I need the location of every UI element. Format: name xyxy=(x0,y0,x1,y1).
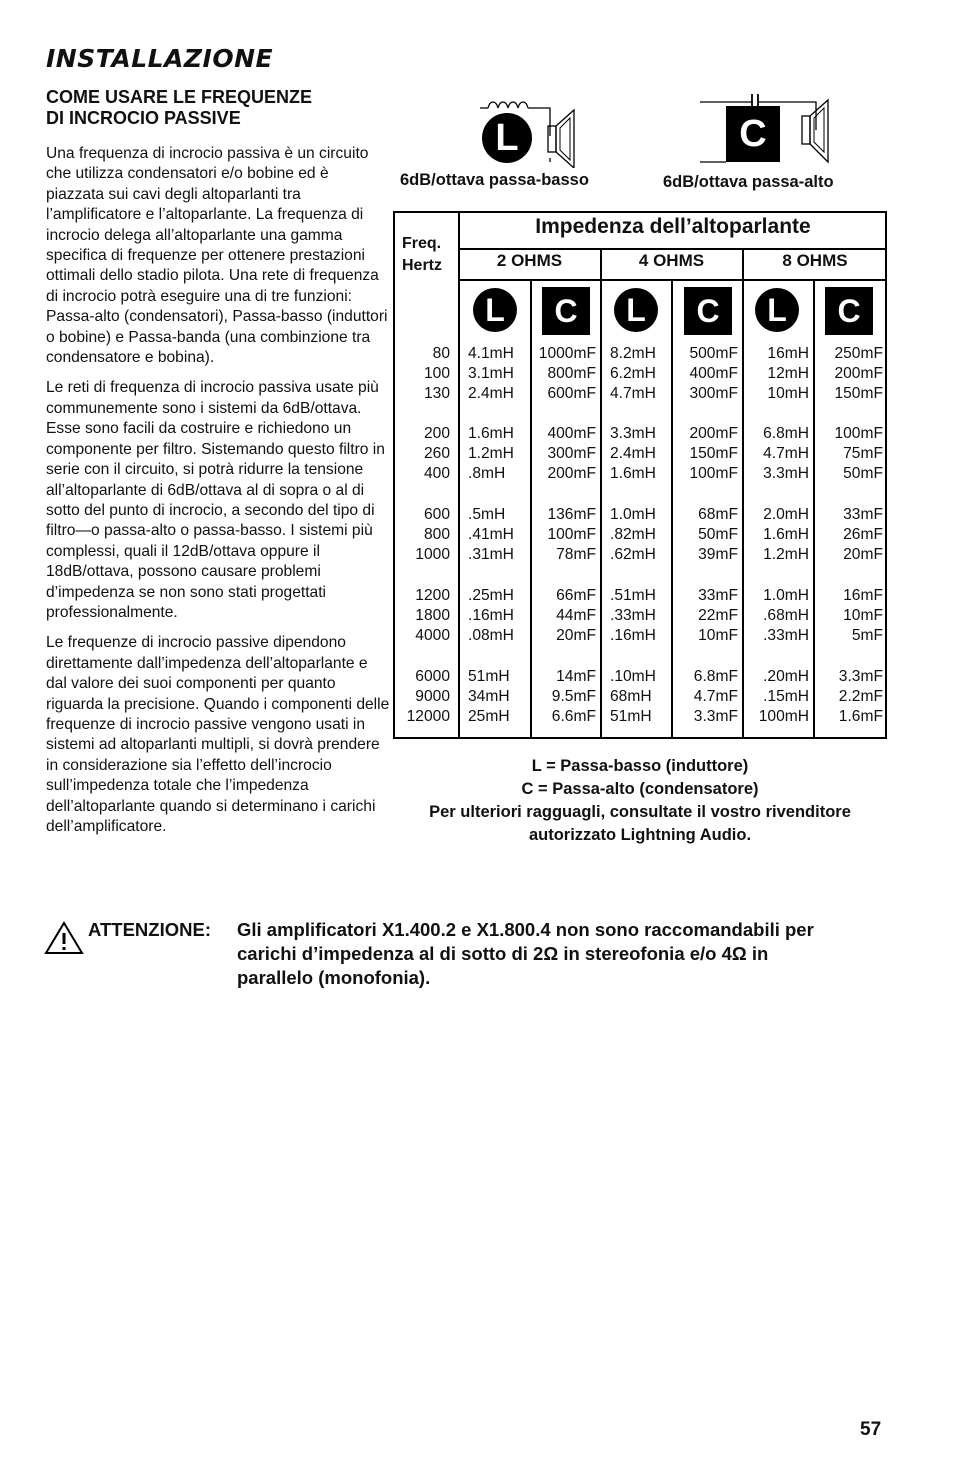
table-cell: .33mH xyxy=(763,627,809,645)
inductor-badge-icon: L xyxy=(755,288,799,332)
freq-group xyxy=(395,667,450,728)
table-cell: 100mF xyxy=(689,465,738,483)
table-column-group xyxy=(745,667,809,728)
freq-value: 12000 xyxy=(406,708,450,726)
table-cell: 4.7mF xyxy=(693,688,738,706)
hertz-label: Hertz xyxy=(402,257,443,274)
table-column-group xyxy=(461,505,526,566)
freq-group xyxy=(395,424,450,485)
table-cell: 9.5mF xyxy=(551,688,596,706)
table-cell: 250mF xyxy=(834,345,883,362)
table-cell: 1000mF xyxy=(538,345,596,362)
table-column-group xyxy=(603,344,667,405)
table-cell: 4.7mH xyxy=(763,445,809,463)
table-column-group xyxy=(816,344,883,405)
table-column-group xyxy=(816,667,883,728)
table-cell: 1.2mH xyxy=(763,546,809,564)
table-cell: 800mF xyxy=(547,365,596,383)
table-cell: 150mF xyxy=(689,445,738,463)
impedance-header: Impedenza dell’altoparlante xyxy=(535,215,811,238)
section-title: INSTALLAZIONE xyxy=(46,44,274,73)
legend-line: Per ulteriori ragguagli, consultate il vostro rivenditore xyxy=(429,803,851,821)
table-cell: 10mF xyxy=(698,627,738,645)
table-cell: 4.7mH xyxy=(610,385,656,403)
table-cell: 200mF xyxy=(689,425,738,442)
freq-label: Freq. xyxy=(402,235,442,252)
table-cell: .33mH xyxy=(610,607,656,625)
table-cell: 200mF xyxy=(547,465,596,483)
table-cell: 44mF xyxy=(556,607,596,625)
table-cell: 39mF xyxy=(698,546,738,564)
table-column-group xyxy=(745,586,809,647)
warning-line: parallelo (monofonia). xyxy=(237,967,431,988)
body-text xyxy=(46,144,391,847)
table-column-group xyxy=(674,424,738,485)
table-cell: 100mF xyxy=(547,526,596,544)
table-cell: 3.3mF xyxy=(693,708,738,726)
table-cell: 3.1mH xyxy=(468,365,514,383)
paragraph: Le frequenze di incrocio passive dipendono direttamente dall’impedenza dell’altoparlante e dal valore dei suoi componenti per quanto riguarda la precisione. Quando i componenti delle frequenze di incrocio passive vengono usati in sistemi ad altoparlanti multipli, si dovrà prendere in considerazione sia l’effetto dell’incrocio sull’impedenza totale che l’impedenza dell’altoparlante quando si determinano i carichi dell’amplificatore. xyxy=(46,634,390,835)
table-cell: 400mF xyxy=(547,425,596,442)
table-cell: 16mH xyxy=(767,345,809,362)
table-column-group xyxy=(461,344,526,405)
table-cell: 34mH xyxy=(468,688,510,706)
table-column-group xyxy=(674,344,738,405)
freq-value: 4000 xyxy=(415,627,450,645)
table-cell: .41mH xyxy=(468,526,514,544)
table-cell: 100mF xyxy=(834,425,883,442)
capacitor-badge-icon: C xyxy=(542,287,590,335)
table-column-group xyxy=(745,505,809,566)
table-cell: 78mF xyxy=(556,546,596,564)
table-column-group xyxy=(674,586,738,647)
freq-value: 600 xyxy=(423,506,450,523)
ohms-header-2: 2 OHMS xyxy=(496,251,563,270)
inductor-badge-icon: L xyxy=(482,113,532,163)
paragraph: Le reti di frequenza di incrocio passiva usate più communemente sono i sistemi da 6dB/ottava. Esse sono facili da costruire e richiedono un componente per filtro. Sistemando questo filtro in serie con il circuito, si potrà ridurre la tensione all’altoparlante di 6dB/ottava al di sopra o al di sotto del punto di incrocio, a secondo del tipo di filtro—o passa-alto o passa-basso. I sistemi più complessi, quali il 12dB/ottava oppure il 18dB/ottava, possono causare problemi d’impedenza se non sono stati progettati professionalmente. xyxy=(46,379,385,621)
table-cell: 400mF xyxy=(689,365,738,383)
table-column-group xyxy=(603,667,667,728)
subtitle-line: DI INCROCIO PASSIVE xyxy=(46,108,241,128)
table-cell: 75mF xyxy=(843,445,883,463)
table-cell: 2.4mH xyxy=(610,445,656,463)
table-cell: 26mF xyxy=(843,526,883,544)
table-cell: 2.4mH xyxy=(468,385,514,403)
paragraph: Una frequenza di incrocio passiva è un circuito che utilizza condensatori e/o bobine ed è piazzata sui cavi degli altoparlanti tra l’amplificatore e l’altoparlante. La frequenza di incrocio delega all’altoparlante una gamma specifica di frequenze per ottenere prestazioni ottimali dello stadio pilota. Una rete di frequenza di incrocio potrà eseguire una di tre funzioni: Passa-alto (condensatori), Passa-basso (induttori o bobine) e Passa-banda (una combinzione tra condensatore e bobina). xyxy=(46,145,388,367)
table-cell: 1.0mH xyxy=(610,506,656,523)
table-column-group xyxy=(533,667,596,728)
table-cell: 3.3mH xyxy=(763,465,809,483)
freq-group xyxy=(395,586,450,647)
table-cell: 3.3mH xyxy=(610,425,656,442)
table-cell: 12mH xyxy=(767,365,809,383)
table-cell: 300mF xyxy=(547,445,596,463)
table-cell: .31mH xyxy=(468,546,514,564)
freq-value: 1200 xyxy=(415,587,450,604)
freq-value: 400 xyxy=(423,465,450,483)
table-column-group xyxy=(745,424,809,485)
table-column-group xyxy=(816,505,883,566)
table-cell: 100mH xyxy=(758,708,809,726)
table-column-group xyxy=(674,667,738,728)
table-cell: 1.6mF xyxy=(838,708,883,726)
table-column-group xyxy=(816,424,883,485)
freq-value: 130 xyxy=(423,385,450,403)
freq-value: 200 xyxy=(423,425,450,442)
table-cell: 68mH xyxy=(610,688,652,706)
table-column-group xyxy=(533,505,596,566)
table-cell: 10mH xyxy=(767,385,809,403)
table-column-group xyxy=(533,344,596,405)
table-cell: 1.0mH xyxy=(763,587,809,604)
freq-header xyxy=(402,233,442,277)
table-column-group xyxy=(461,667,526,728)
table-cell: .10mH xyxy=(610,668,656,685)
table-cell: 66mF xyxy=(556,587,596,604)
table-cell: .16mH xyxy=(610,627,656,645)
table-cell: 10mF xyxy=(843,607,883,625)
inductor-badge-icon: L xyxy=(473,288,517,332)
table-cell: 2.0mH xyxy=(763,506,809,523)
table-cell: 1.6mH xyxy=(610,465,656,483)
table-cell: 33mF xyxy=(698,587,738,604)
table-cell: .5mH xyxy=(468,506,506,523)
table-cell: 6.8mF xyxy=(693,668,738,685)
table-column-group xyxy=(603,586,667,647)
table-cell: 500mF xyxy=(689,345,738,362)
table-column-group xyxy=(816,586,883,647)
table-column-group xyxy=(745,344,809,405)
table-column-group xyxy=(674,505,738,566)
table-cell: .62mH xyxy=(610,546,656,564)
table-cell: 16mF xyxy=(843,587,883,604)
table-cell: 68mF xyxy=(698,506,738,523)
table-cell: .15mH xyxy=(763,688,809,706)
warning-text xyxy=(237,918,897,990)
ohms-header-4: 4 OHMS xyxy=(638,251,705,270)
table-cell: 33mF xyxy=(843,506,883,523)
warning-line: carichi d’impedenza al di sotto di 2Ω in stereofonia e/o 4Ω in xyxy=(237,943,769,964)
table-cell: 3.3mF xyxy=(838,668,883,685)
table-cell: 1.2mH xyxy=(468,445,514,463)
table-cell: 600mF xyxy=(547,385,596,403)
table-column-group xyxy=(461,586,526,647)
table-cell: .51mH xyxy=(610,587,656,604)
legend-line: autorizzato Lightning Audio. xyxy=(528,826,752,844)
freq-value: 100 xyxy=(423,365,450,383)
table-column-group xyxy=(603,505,667,566)
ohms-header-8: 8 OHMS xyxy=(782,251,848,270)
subtitle-line: COME USARE LE FREQUENZE xyxy=(46,87,313,107)
table-column-group xyxy=(603,424,667,485)
capacitor-badge-icon: C xyxy=(825,287,873,335)
capacitor-badge-icon: C xyxy=(684,287,732,335)
table-cell: 6.8mH xyxy=(763,425,809,442)
table-cell: .08mH xyxy=(468,627,514,645)
freq-value: 1000 xyxy=(415,546,450,564)
table-cell: 300mF xyxy=(689,385,738,403)
capacitor-badge-icon: C xyxy=(726,106,780,162)
subsection-title xyxy=(46,87,391,129)
freq-value: 9000 xyxy=(415,688,450,706)
table-cell: .82mH xyxy=(610,526,656,544)
table-cell: .25mH xyxy=(468,587,514,604)
table-cell: 50mF xyxy=(698,526,738,544)
table-cell: 200mF xyxy=(834,365,883,383)
lowpass-caption: 6dB/ottava passa-basso xyxy=(400,171,589,189)
table-cell: 6.2mH xyxy=(610,365,656,383)
freq-value: 260 xyxy=(423,445,450,463)
table-cell: 5mF xyxy=(851,627,883,645)
table-cell: 8.2mH xyxy=(610,345,656,362)
table-cell: 1.6mH xyxy=(763,526,809,544)
table-cell: 51mH xyxy=(610,708,652,726)
freq-group xyxy=(395,344,450,405)
table-cell: 20mF xyxy=(556,627,596,645)
table-cell: .16mH xyxy=(468,607,514,625)
table-cell: 4.1mH xyxy=(468,345,514,362)
table-cell: 25mH xyxy=(468,708,510,726)
table-cell: .68mH xyxy=(763,607,809,625)
table-cell: 14mF xyxy=(556,668,596,685)
table-cell: 22mF xyxy=(698,607,738,625)
crossover-table xyxy=(393,211,887,739)
page-number: 57 xyxy=(860,1419,882,1440)
table-column-group xyxy=(461,424,526,485)
highpass-caption: 6dB/ottava passa-alto xyxy=(663,173,834,191)
freq-value: 6000 xyxy=(415,668,450,685)
freq-value: 80 xyxy=(432,345,450,362)
inductor-badge-icon: L xyxy=(614,288,658,332)
table-cell: .8mH xyxy=(468,465,506,483)
table-column-group xyxy=(533,586,596,647)
freq-group xyxy=(395,505,450,566)
table-cell: 51mH xyxy=(468,668,510,685)
warning-label: ATTENZIONE: xyxy=(88,919,211,940)
table-cell: 136mF xyxy=(547,506,596,523)
table-cell: 20mF xyxy=(843,546,883,564)
legend-line: L = Passa-basso (induttore) xyxy=(531,757,749,775)
table-cell: 150mF xyxy=(834,385,883,403)
table-column-group xyxy=(533,424,596,485)
table-cell: 2.2mF xyxy=(838,688,883,706)
table-cell: 1.6mH xyxy=(468,425,514,442)
legend-line: C = Passa-alto (condensatore) xyxy=(521,780,759,798)
freq-value: 1800 xyxy=(415,607,450,625)
table-cell: 50mF xyxy=(843,465,883,483)
warning-triangle-icon xyxy=(44,920,84,956)
table-cell: 6.6mF xyxy=(551,708,596,726)
legend xyxy=(393,755,887,847)
warning-line: Gli amplificatori X1.400.2 e X1.800.4 non sono raccomandabili per xyxy=(237,919,814,940)
table-cell: .20mH xyxy=(763,668,809,685)
freq-value: 800 xyxy=(423,526,450,544)
